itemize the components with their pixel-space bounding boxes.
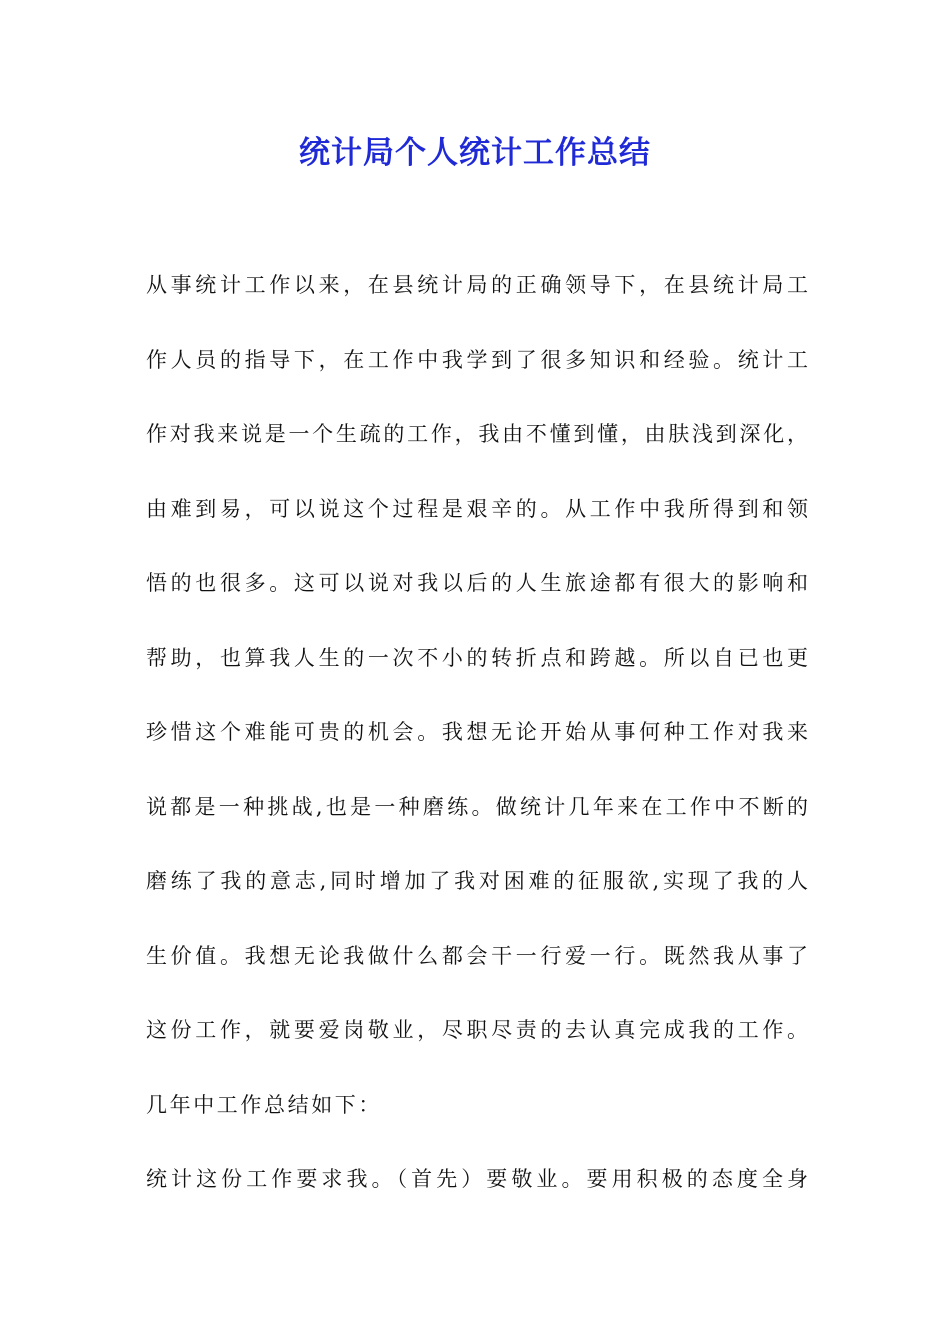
body-line: 统计这份工作要求我。（首先）要敬业。要用积极的态度全身 [146, 1167, 808, 1191]
body-line: 从事统计工作以来，在县统计局的正确领导下，在县统计局工 [146, 273, 808, 297]
body-line: 几年中工作总结如下： [146, 1092, 382, 1117]
body-line: 珍惜这个难能可贵的机会。我想无论开始从事何种工作对我来 [146, 720, 808, 744]
body-line: 由难到易，可以说这个过程是艰辛的。从工作中我所得到和领 [146, 496, 808, 521]
body-line: 生价值。我想无论我做什么都会干一行爱一行。既然我从事了 [146, 943, 808, 968]
document-body [146, 260, 808, 1229]
body-line: 磨练了我的意志,同时增加了我对困难的征服欲,实现了我的人 [146, 869, 808, 893]
body-line: 帮助，也算我人生的一次不小的转折点和跨越。所以自已也更 [146, 645, 808, 670]
body-line: 悟的也很多。这可以说对我以后的人生旅途都有很大的影响和 [146, 571, 808, 595]
body-line: 说都是一种挑战,也是一种磨练。做统计几年来在工作中不断的 [146, 794, 808, 819]
document-title: 统计局个人统计工作总结 [299, 135, 651, 171]
body-line: 作对我来说是一个生疏的工作，我由不懂到懂，由肤浅到深化， [146, 422, 808, 446]
body-line: 作人员的指导下，在工作中我学到了很多知识和经验。统计工 [146, 347, 808, 372]
body-line: 这份工作，就要爱岗敬业，尽职尽责的去认真完成我的工作。 [146, 1018, 808, 1042]
